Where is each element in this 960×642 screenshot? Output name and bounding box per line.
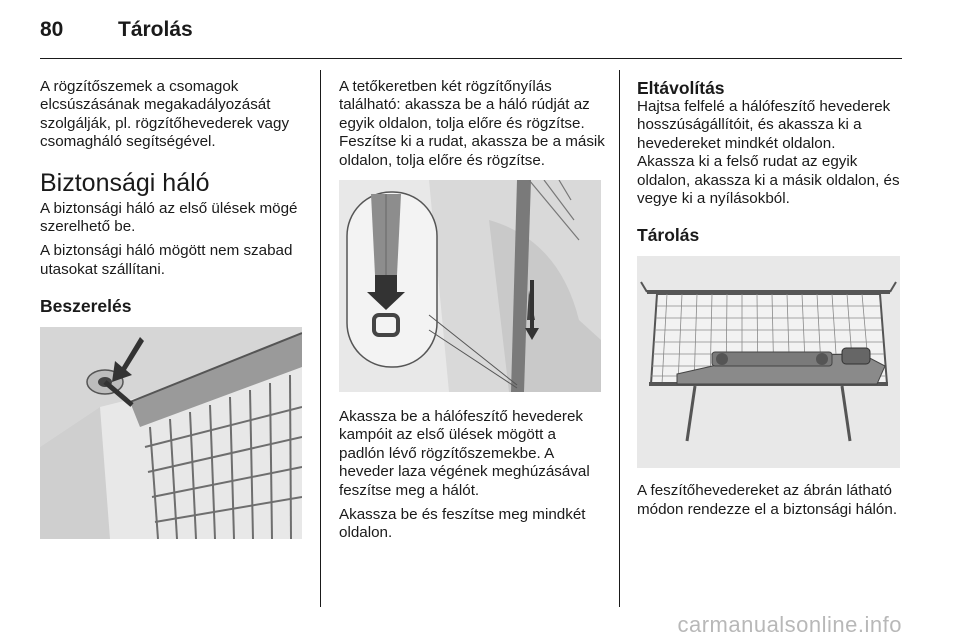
page-number: 80 bbox=[40, 18, 64, 41]
storage-heading: Tárolás bbox=[637, 225, 700, 246]
column-divider-1 bbox=[320, 70, 321, 607]
figure-net-storage bbox=[637, 256, 900, 468]
safety-net-heading: Biztonsági háló bbox=[40, 168, 210, 197]
column-2 bbox=[339, 78, 605, 549]
intro-paragraph: A rögzítőszemek a csomagok elcsúszásának megakadályozását szolgálják, pl. rögzítőhevederek vagy csomagháló segítségével. bbox=[40, 78, 290, 151]
header-divider bbox=[40, 58, 902, 59]
removal-paragraph-1: Hajtsa felfelé a hálófeszítő hevederek hosszúságállítóit, és akassza ki a hevedereket mindkét oldalon. bbox=[637, 98, 891, 152]
section-title: Tárolás bbox=[118, 18, 193, 41]
roof-frame-paragraph: A tetőkeretben két rögzítőnyílás található: akassza be a háló rúdját az egyik oldalon, tolja előre és rögzítse. Feszítse ki a rudat, akassza be a másik oldalon, tolja előre és rögzítse. bbox=[339, 78, 605, 169]
column-1 bbox=[40, 78, 305, 539]
column-divider-2 bbox=[619, 70, 620, 607]
installation-heading: Beszerelés bbox=[40, 296, 132, 317]
safety-net-paragraph-2: A biztonsági háló mögött nem szabad utasokat szállítani. bbox=[40, 242, 293, 278]
column-3 bbox=[637, 78, 907, 525]
safety-net-paragraph-1: A biztonsági háló az első ülések mögé szerelhető be. bbox=[40, 199, 298, 236]
page-header bbox=[40, 18, 193, 48]
both-sides-paragraph: Akassza be és feszítse meg mindkét oldalon. bbox=[339, 506, 586, 542]
figure-net-installation bbox=[40, 327, 302, 539]
watermark-text: carmanualsonline.info bbox=[677, 612, 902, 637]
strap-hook-paragraph: Akassza be a hálófeszítő hevederek kampóit az első ülések mögött a padlón lévő rögzítőszemekbe. A heveder laza végének meghúzásával feszítse meg a hálót. bbox=[339, 408, 590, 499]
removal-paragraph-2: Akassza ki a felső rudat az egyik oldalon, akassza ki a másik oldalon, és vegye ki a nyílásokból. bbox=[637, 153, 900, 208]
figure-strap-hook bbox=[339, 180, 601, 392]
storage-paragraph: A feszítőhevedereket az ábrán látható módon rendezze el a biztonsági hálón. bbox=[637, 482, 898, 518]
removal-heading: Eltávolítás bbox=[637, 78, 725, 98]
